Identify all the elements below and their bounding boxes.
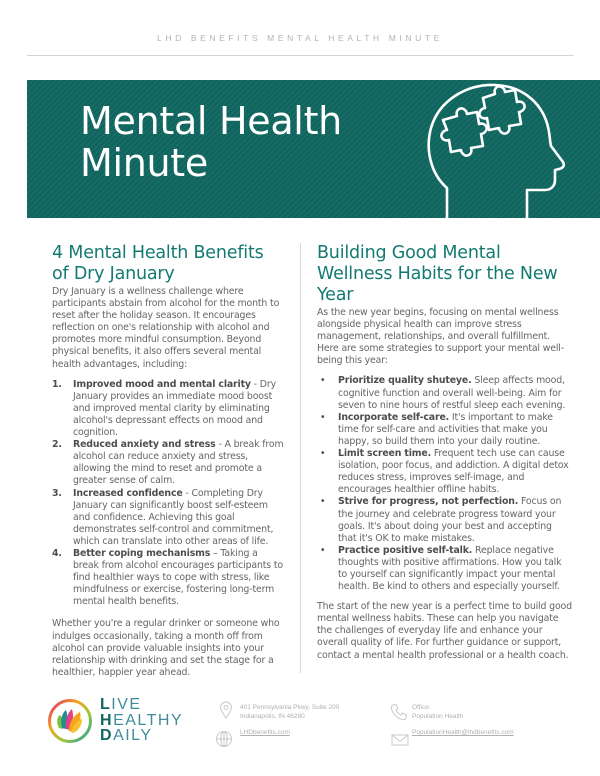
item-title: Better coping mechanisms [73,547,211,559]
bullet-icon: • [320,448,326,460]
item-title: Prioritize quality shuteye. [338,375,472,387]
item-text: Focus on the journey and celebrate progress toward your goals. It's about doing your best and accepting that it's OK to make mistakes. [338,496,562,544]
list-number: 2. [52,439,62,451]
left-outro: Whether you're a regular drinker or someone who indulges occasionally, taking a month off from alcohol can provide valuable insights into your relationship with drinking and set the stage for a healthier, happier year ahead. [52,618,280,678]
right-column [317,243,572,662]
habits-list [317,375,572,593]
envelope-icon [391,731,409,749]
item-title: Reduced anxiety and stress [73,439,216,451]
right-heading: Building Good Mental Wellness Habits for the New Year [317,243,558,305]
phone-icon [390,703,408,721]
live-healthy-daily-logo [47,696,192,752]
right-intro: As the new year begins, focusing on mental wellness alongside physical health can improve stress management, relationships, and overall fulfillment. Here are some strategies to support your mental well-being this year: [317,307,564,367]
list-item [317,545,572,593]
list-item [317,448,572,496]
office-info [412,704,463,721]
location-pin-icon [217,701,235,719]
office-name: Population Health [412,712,464,720]
list-item [52,439,284,487]
item-text: It's important to make time for self-care and activities that make you happy, so build them into your daily routine. [338,411,553,447]
banner [27,80,600,218]
logo-line-1: LIVE [100,696,142,713]
item-separator: - [182,487,192,499]
globe-icon [215,730,233,748]
banner-title-line2: Minute [80,141,208,185]
list-number: 1. [52,378,62,390]
item-text: Sleep affects mood, cognitive function and overall well-being. Aim for seven to nine hours of restful sleep each evening. [338,375,566,411]
item-text: Frequent tech use can cause isolation, poor focus, and addiction. A digital detox reduces stress, improves self-image, and encourages healthier offline habits. [338,448,569,496]
lotus-logo-icon [47,698,93,744]
benefits-list [52,379,284,609]
item-separator: – [210,547,221,559]
list-number: 4. [52,547,62,559]
bullet-icon: • [320,411,326,423]
bullet-icon: • [320,375,326,387]
left-intro: Dry January is a wellness challenge where participants abstain from alcohol for the month to reset after the holiday season. It encourages reflection on one's relationship with alcohol and promotes more mindful consumption. Beyond physical benefits, it also offers several mental health advantages, including: [52,286,280,370]
item-separator: - [250,378,260,390]
address-line-1: 401 Pennsylvania Pkwy, Suite 200 [240,704,340,711]
item-text: Dry January provides an immediate mood boost and improved mental clarity by eliminating alcohol's depressant effects on mood and cognition. [73,378,276,439]
bullet-icon: • [320,544,326,556]
item-text: A break from alcohol can reduce anxiety and stress, allowing the mind to reset and promote a greater sense of calm. [73,439,284,487]
item-title: Increased confidence [73,487,183,499]
item-text: Taking a break from alcohol encourages participants to find healthier ways to cope with stress, like mindfulness or exercise, fostering long-term mental health benefits. [73,547,283,608]
right-outro: The start of the new year is a perfect time to build good mental wellness habits. These can help you navigate the challenges of everyday life and enhance your overall quality of life. For further guidance or support, contact a mental health professional or a health coach. [317,601,572,661]
item-title: Limit screen time. [338,448,432,460]
item-text: Completing Dry January can significantly boost self-esteem and confidence. Achieving this goal demonstrates self-control and commitment, which can translate into other areas of life. [73,487,274,547]
logo-line-2: HEALTHY [100,711,184,729]
item-text: Replace negative thoughts with positive affirmations. How you talk to yourself can significantly impact your mental health. Be kind to others and especially yourself. [338,544,562,593]
header-kicker: LHD BENEFITS MENTAL HEALTH MINUTE [157,33,443,43]
list-item [317,496,572,544]
address [240,704,339,721]
item-title: Improved mood and mental clarity [73,378,251,390]
left-column [52,243,284,679]
website-link[interactable]: LHDbenefits.com [240,729,290,736]
left-heading: 4 Mental Health Benefits of Dry January [52,243,264,284]
list-item [52,488,284,548]
banner-title-line1: Mental Health [80,99,342,143]
item-title: Incorporate self-care. [338,411,450,423]
office-label: Office: [412,704,431,711]
item-separator: - [215,439,225,451]
list-item [317,412,572,448]
item-title: Strive for progress, not perfection. [338,496,519,508]
list-number: 3. [52,487,62,499]
head-with-puzzle-pieces-icon [427,80,567,218]
email-link[interactable]: PopulationHealth@lhdbenefits.com [412,729,514,736]
bullet-icon: • [320,496,326,508]
list-item [52,548,284,608]
address-line-2: Indianapolis, IN 46280 [240,712,305,720]
banner-title [80,100,342,184]
header-rule [27,55,574,56]
logo-line-3: DAILY [100,727,153,744]
column-divider [300,243,301,673]
item-title: Practice positive self-talk. [338,544,473,556]
list-item [317,375,572,411]
list-item [52,379,284,439]
logo-wordmark [100,697,183,744]
